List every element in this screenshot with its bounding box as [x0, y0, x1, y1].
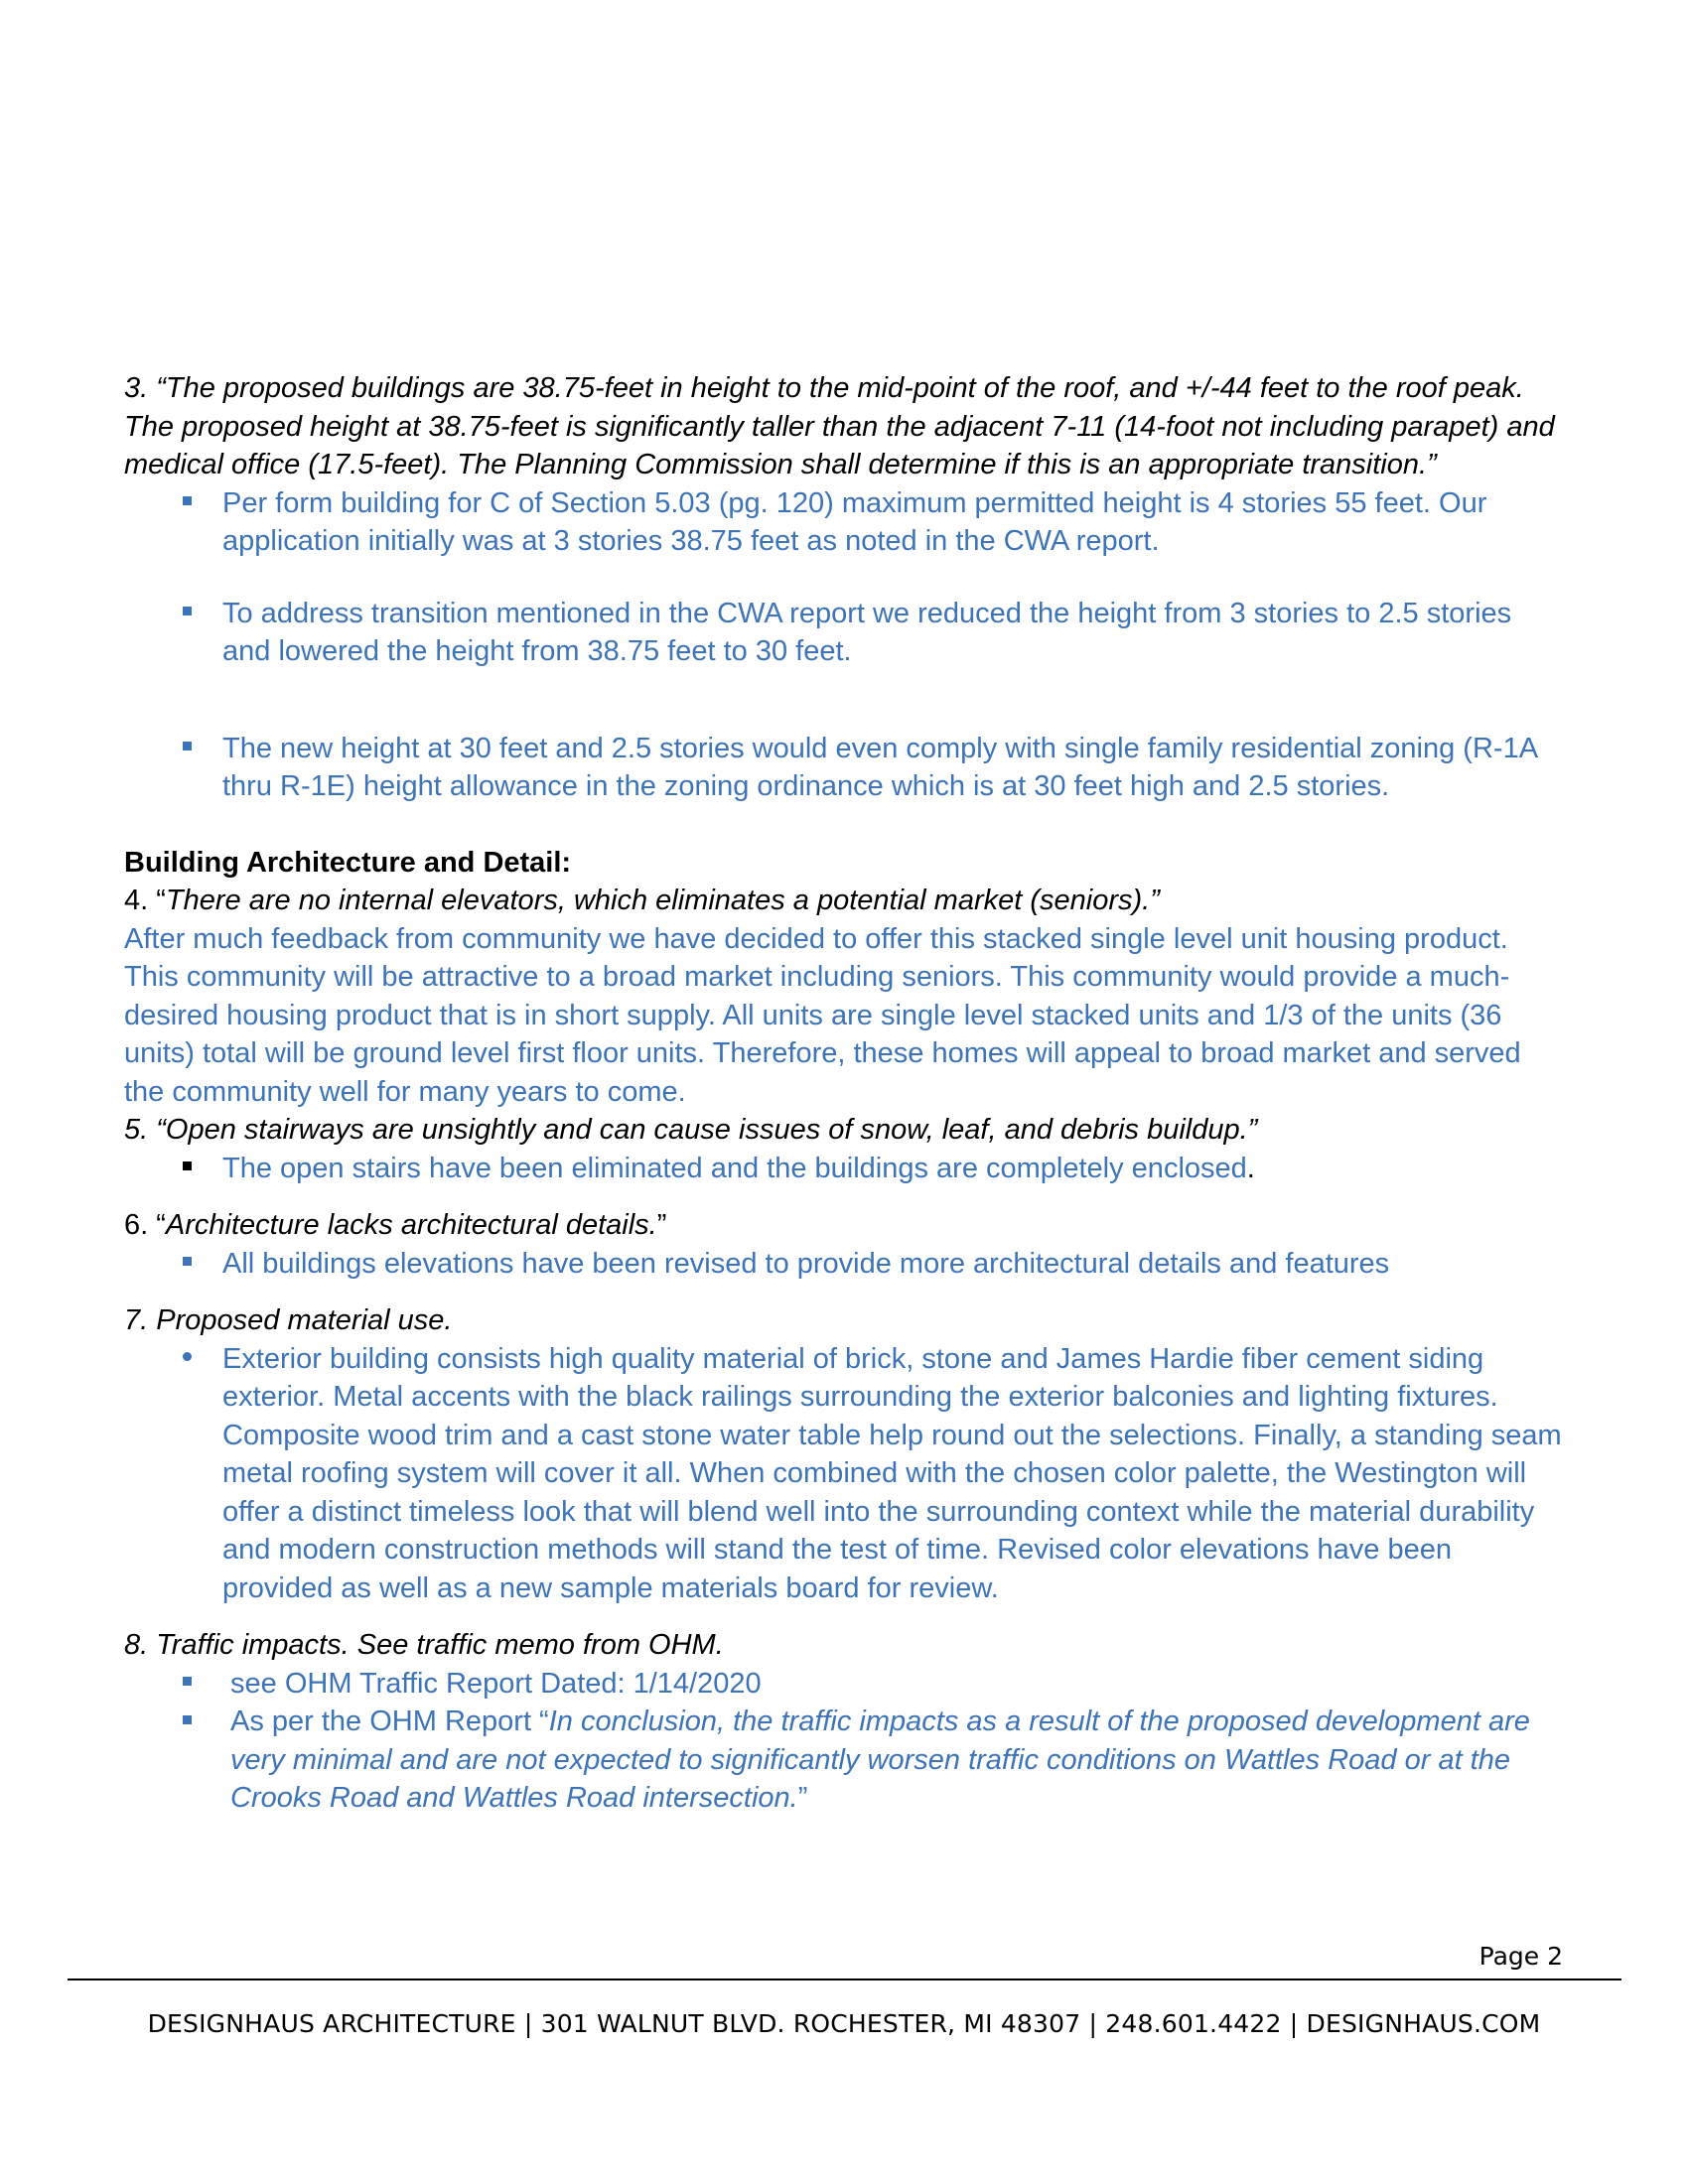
item-8-heading: 8. Traffic impacts. See traffic memo from OHM. — [124, 1629, 724, 1661]
bullet-text: see OHM Traffic Report Dated: 1/14/2020 — [230, 1667, 762, 1700]
item-7-heading: 7. Proposed material use. — [124, 1304, 453, 1336]
round-bullet-icon — [172, 1340, 202, 1379]
square-bullet-icon — [172, 1665, 202, 1704]
item-6-quote: 6. “Architecture lacks architectural details.” — [124, 1209, 667, 1241]
footer-divider — [68, 1979, 1621, 1980]
document-body — [124, 369, 1564, 1818]
square-bullet-icon — [172, 595, 202, 633]
item-7-bullet — [124, 1340, 1564, 1608]
square-bullet-icon — [172, 1150, 202, 1188]
bullet-text: All buildings elevations have been revised to provide more architectural details and features — [222, 1247, 1390, 1280]
footer-contact-line: DESIGNHAUS ARCHITECTURE | 301 WALNUT BLVD. ROCHESTER, MI 48307 | 248.601.4422 | DESIGNHAUS.COM — [147, 2009, 1541, 2038]
section-heading: Building Architecture and Detail: — [124, 846, 572, 879]
item-5-quote: 5. “Open stairways are unsightly and can cause issues of snow, leaf, and debris buildup.” — [124, 1114, 1258, 1146]
bullet-text: Per form building for C of Section 5.03 (pg. 120) maximum permitted height is 4 stories 55 feet. Our application initially was at 3 stories 38.75 feet as noted in the CWA report. — [222, 486, 1487, 557]
bullet-text: To address transition mentioned in the CWA report we reduced the height from 3 stories to 2.5 stories and lowered the height from 38.75 feet to 30 feet. — [222, 597, 1512, 667]
bullet-text: Exterior building consists high quality material of brick, stone and James Hardie fiber cement siding exterior. Metal accents with the black railings surrounding the exterior balconies and lighting fixtures. Composite wood trim and a cast stone water table help round out the selections. Finally, a standing seam metal roofing system will cover it all. When combined with the chosen color palette, the Westington will offer a distinct timeless look that will blend well into the surrounding context while the material durability and modern construction methods will stand the test of time. Revised color elevations have been provided as well as a new sample materials board for review. — [222, 1342, 1562, 1604]
item-4-quote: 4. “There are no internal elevators, which eliminates a potential market (seniors).” — [124, 885, 1160, 916]
square-bullet-icon — [172, 484, 202, 523]
item-5-bullet: The open stairs have been eliminated and the buildings are completely enclosed. — [124, 1150, 1564, 1188]
bullet-text: The new height at 30 feet and 2.5 stories would even comply with single family residential zoning (R-1A thru R-1E) height allowance in the zoning ordinance which is at 30 feet high and 2.5 stories. — [222, 732, 1537, 802]
item-4-response: After much feedback from community we have decided to offer this stacked single level unit housing product. This community will be attractive to a broad market including seniors. This community would provide a much-desired housing product that is in short supply. All units are single level stacked units and 1/3 of the units (36 units) total will be ground level first floor units. Therefore, these homes will appeal to broad market and served the community well for many years to come. — [124, 922, 1521, 1108]
item-3-quote: 3. “The proposed buildings are 38.75-feet in height to the mid-point of the roof, and +/-44 feet to the roof peak. The proposed height at 38.75-feet is significantly taller than the adjacent 7-11 (14-foot not including parapet) and medical office (17.5-feet). The Planning Commission shall determine if this is an appropriate transition.” — [124, 372, 1555, 480]
item-8-bullet-2: As per the OHM Report “In conclusion, the traffic impacts as a result of the proposed development are very minimal and are not expected to significantly worsen traffic conditions on Wattles Road or at the Crooks Road and Wattles Road intersection.” — [124, 1703, 1564, 1818]
item-6-bullet — [124, 1245, 1564, 1284]
item-8-bullet-1 — [124, 1665, 1564, 1704]
square-bullet-icon — [172, 1245, 202, 1284]
square-bullet-icon — [172, 730, 202, 768]
item-3-bullet-2 — [124, 595, 1564, 671]
item-3-bullet-1 — [124, 484, 1564, 561]
item-3-bullet-3 — [124, 730, 1564, 806]
page-number: Page 2 — [1478, 1942, 1563, 1971]
square-bullet-icon — [172, 1703, 202, 1741]
bullet-text: The open stairs have been eliminated and the buildings are completely enclosed — [222, 1152, 1247, 1184]
